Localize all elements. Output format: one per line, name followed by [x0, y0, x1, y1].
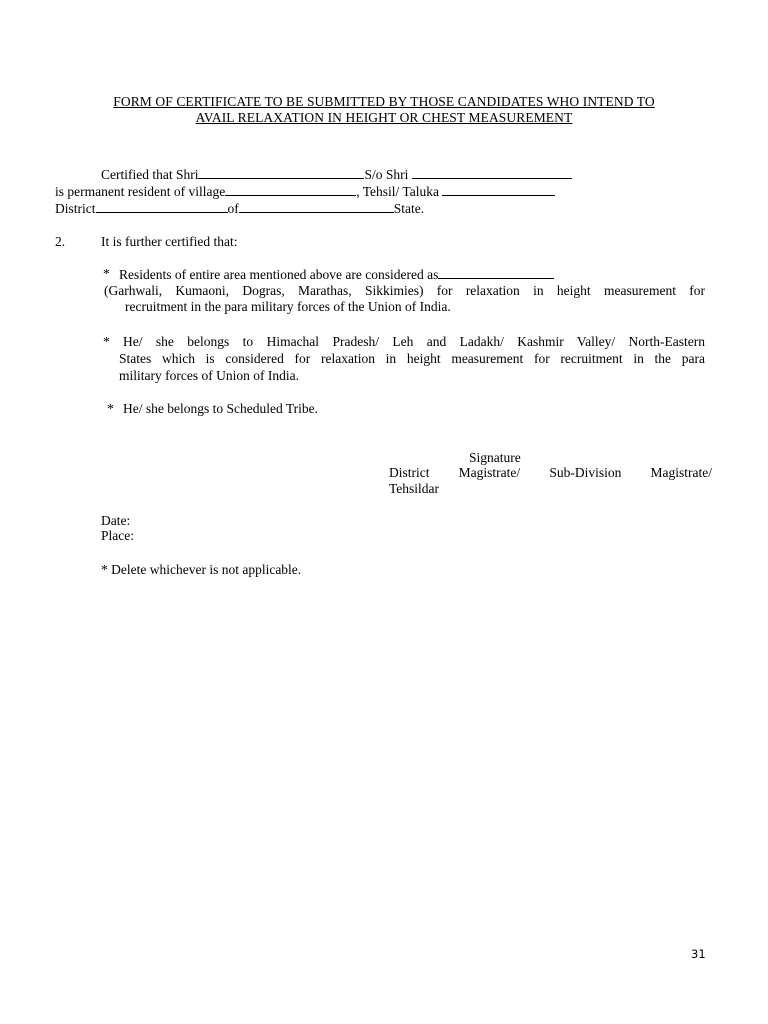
item1-bullet: *: [103, 266, 110, 281]
certificate-line-2: [55, 183, 555, 200]
district-label: District: [55, 201, 96, 216]
item2-line-3: military forces of Union of India.: [119, 368, 299, 383]
state-label: State.: [393, 201, 425, 216]
village-blank: [225, 183, 356, 196]
certificate-line-1: [101, 166, 572, 183]
so-shri-label: S/o Shri: [364, 167, 409, 182]
form-title-line-2: AVAIL RELAXATION IN HEIGHT OR CHEST MEASUREMENT: [195, 110, 573, 125]
permanent-resident-label: is permanent resident of village: [55, 184, 226, 199]
state-blank: [239, 200, 394, 213]
item2-line-1: He/ she belongs to Himachal Pradesh/ Leh and Ladakh/ Kashmir Valley/ North-Eastern: [123, 334, 705, 349]
candidate-name-blank: [198, 166, 364, 179]
signature-tehsildar: Tehsildar: [389, 481, 440, 496]
item2-bullet: *: [103, 334, 110, 349]
item1-line-1-text: Residents of entire area mentioned above are considered as: [119, 267, 439, 282]
item2-line-2: States which is considered for relaxation in height measurement for recruitment in the para: [119, 351, 705, 366]
signature-label: Signature: [469, 450, 521, 465]
item1-line-2: (Garhwali, Kumaoni, Dogras, Marathas, Sikkimies) for relaxation in height measurement for: [104, 283, 705, 298]
certified-that-shri-label: Certified that Shri: [101, 167, 199, 182]
father-name-blank: [412, 166, 572, 179]
district-blank: [96, 200, 228, 213]
tehsil-blank: [442, 183, 555, 196]
form-title-line-1: FORM OF CERTIFICATE TO BE SUBMITTED BY THOSE CANDIDATES WHO INTEND TO: [113, 94, 655, 109]
item1-line-3: recruitment in the para military forces of the Union of India.: [125, 299, 451, 314]
of-label: of: [227, 201, 239, 216]
item3-bullet: *: [107, 401, 114, 416]
section-number: 2.: [55, 234, 66, 249]
form-title: [40, 94, 728, 126]
item3-text: He/ she belongs to Scheduled Tribe.: [123, 401, 318, 416]
community-blank: [438, 266, 554, 279]
tehsil-taluka-label: , Tehsil/ Taluka: [356, 184, 439, 199]
page-number: 31: [691, 947, 706, 961]
item1-line-1: [119, 266, 554, 283]
date-label: Date:: [101, 513, 131, 528]
delete-note: * Delete whichever is not applicable.: [101, 562, 302, 577]
place-label: Place:: [101, 528, 134, 543]
section-heading: It is further certified that:: [101, 234, 238, 249]
certificate-line-3: [55, 200, 424, 217]
signature-officers: District Magistrate/ Sub-Division Magistrate/: [389, 465, 712, 480]
